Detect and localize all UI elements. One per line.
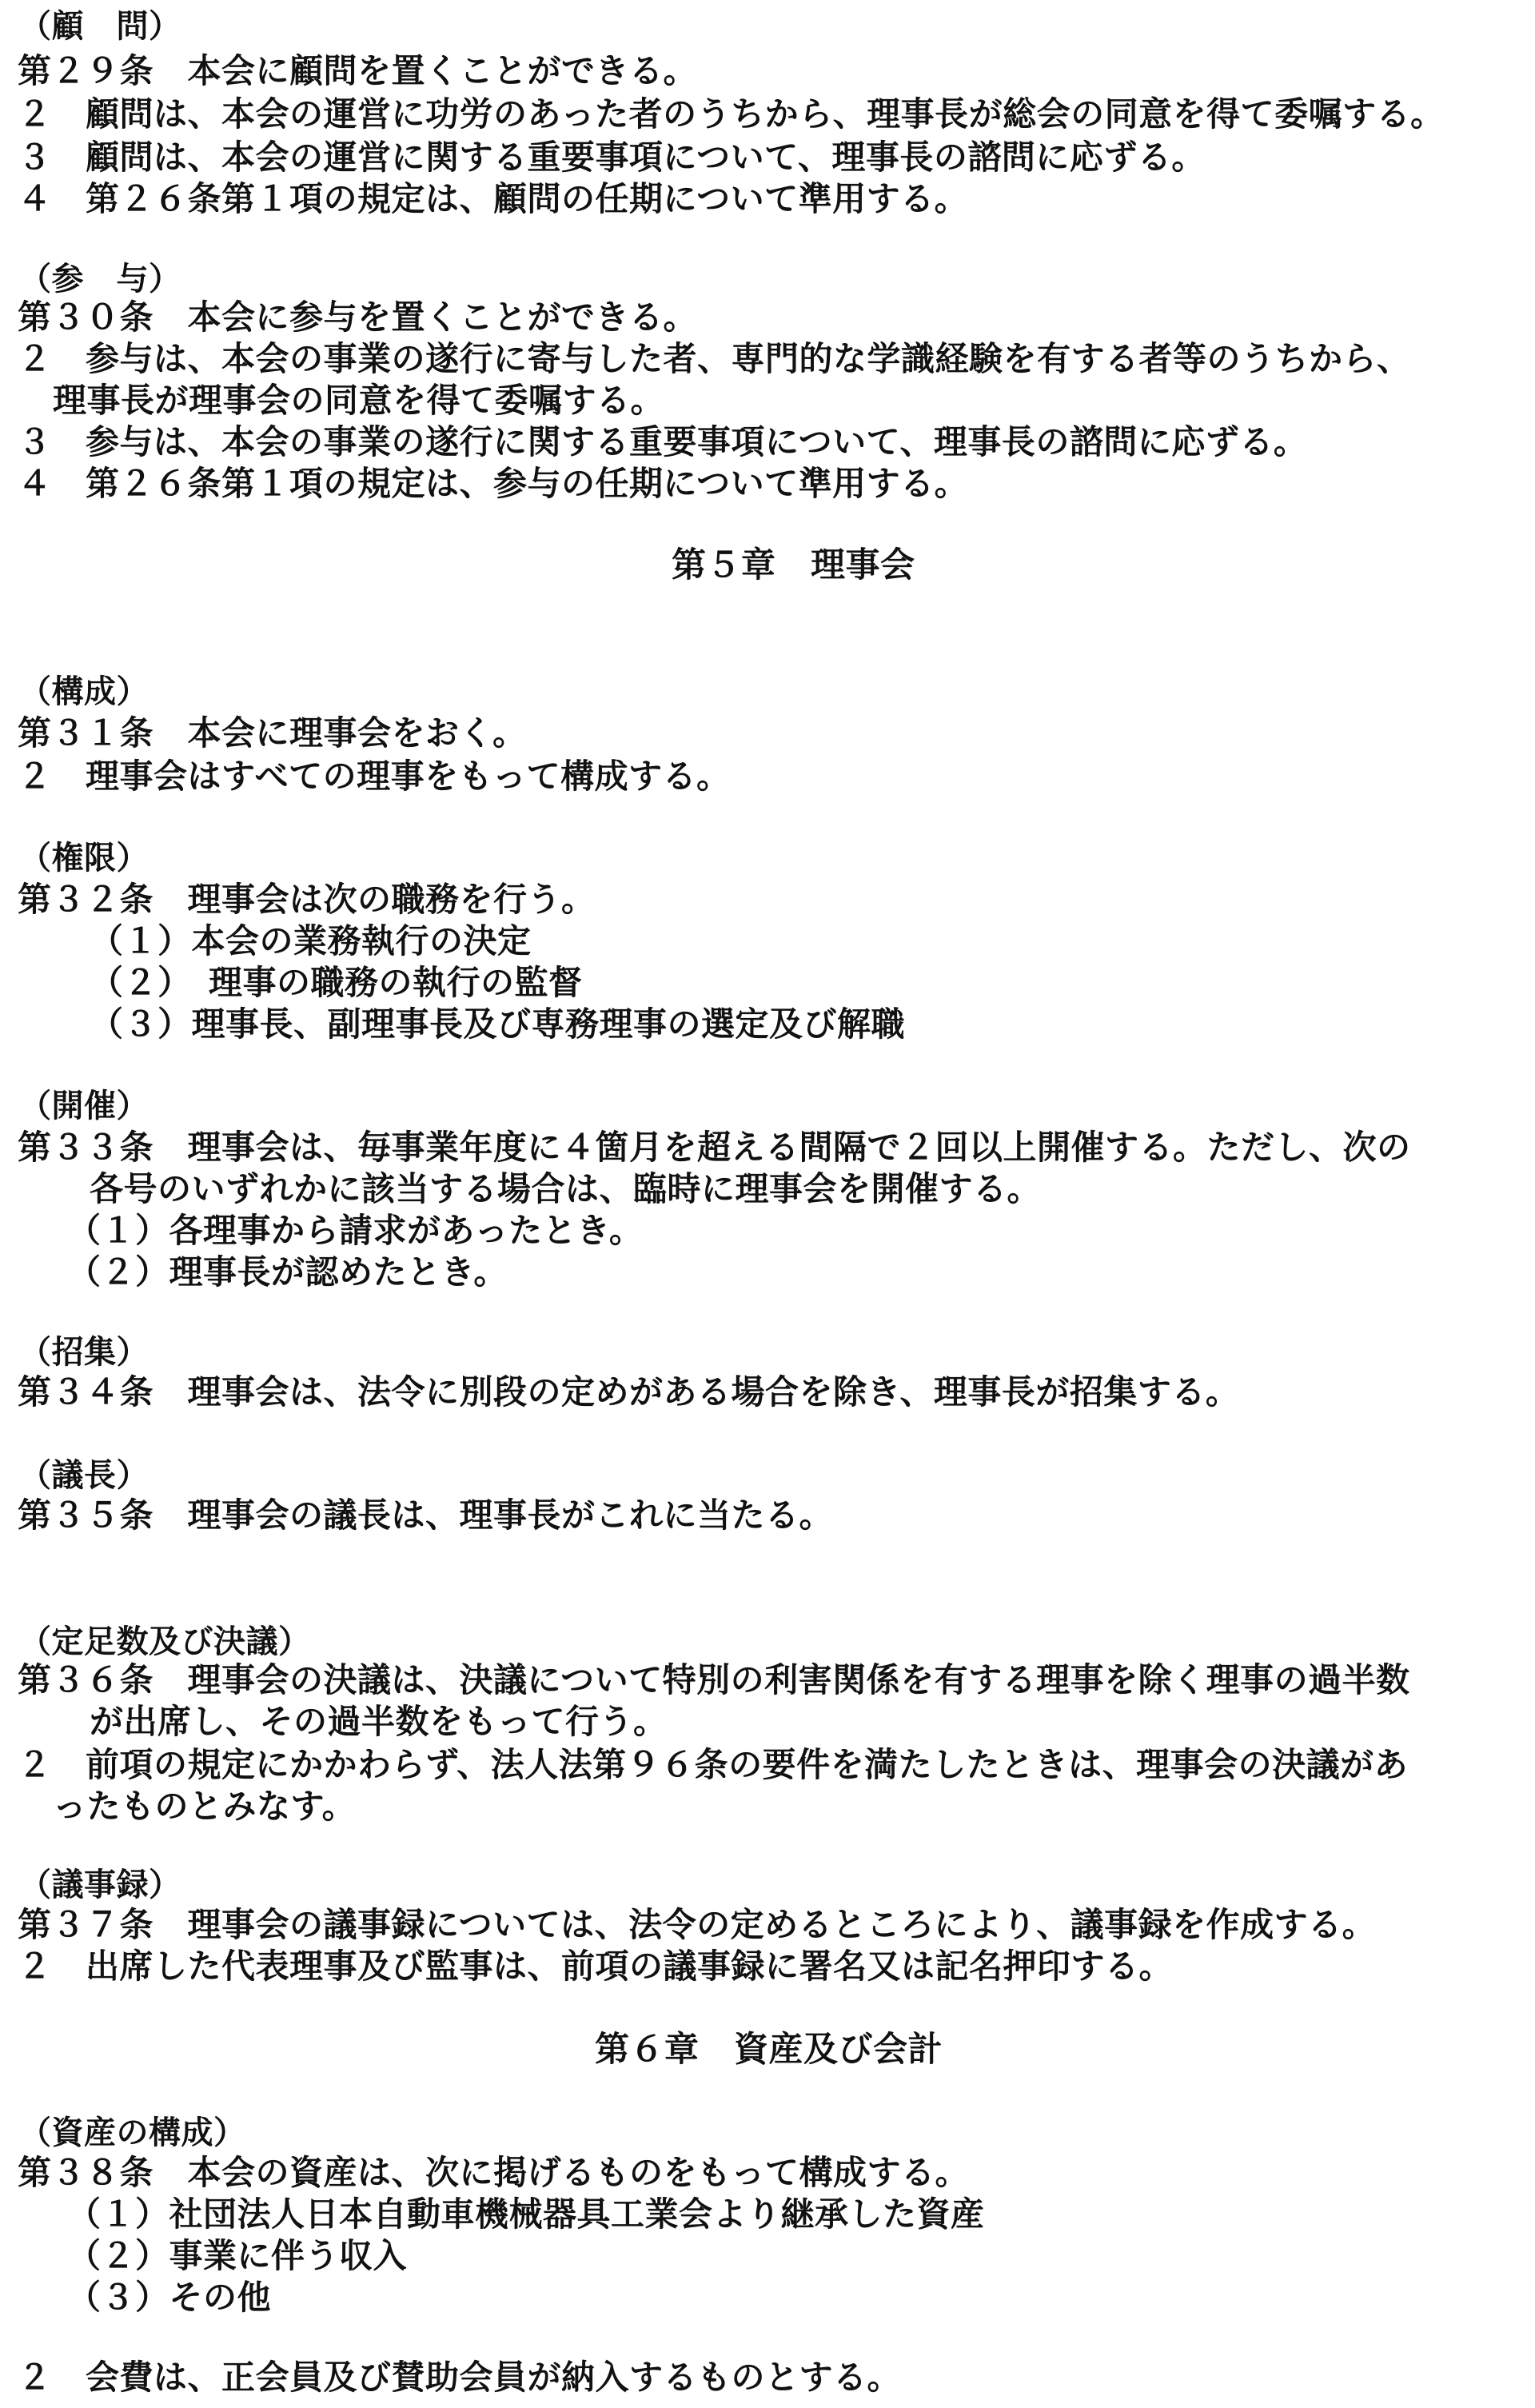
section-heading-composition: （構成）: [19, 673, 149, 710]
article-36-paragraph-2: ２ 前項の規定にかかわらず、法人法第９６条の要件を満たしたときは、理事会の決議があ: [18, 1745, 1409, 1784]
section-heading-authority: （権限）: [19, 840, 149, 877]
article-30: 第３０条 本会に参与を置くことができる。: [18, 298, 698, 337]
article-34: 第３４条 理事会は、法令に別段の定めがある場合を除き、理事長が招集する。: [18, 1372, 1240, 1412]
section-heading-minutes: （議事録）: [19, 1867, 181, 1903]
article-31: 第３１条 本会に理事会をおく。: [18, 713, 527, 753]
article-36: 第３６条 理事会の決議は、決議について特別の利害関係を有する理事を除く理事の過半数: [18, 1660, 1410, 1699]
article-37: 第３７条 理事会の議事録については、法令の定めるところにより、議事録を作成する。: [18, 1905, 1377, 1944]
section-heading-counselor: （参 与）: [19, 261, 181, 298]
article-33-continued: 各号のいずれかに該当する場合は、臨時に理事会を開催する。: [90, 1169, 1042, 1208]
article-36-paragraph-2-continued: ったものとみなす。: [53, 1787, 357, 1826]
article-33: 第３３条 理事会は、毎事業年度に４箇月を超える間隔で２回以上開催する。ただし、次の: [18, 1128, 1411, 1167]
section-heading-advisor: （顧 問）: [19, 8, 181, 45]
article-29-paragraph-4: ４ 第２６条第１項の規定は、顧問の任期について準用する。: [18, 179, 969, 218]
article-38-paragraph-2: ２ 会費は、正会員及び賛助会員が納入するものとする。: [18, 2358, 902, 2397]
article-32-item-2: （２） 理事の職務の執行の監督: [90, 963, 583, 1002]
chapter-5-heading: 第５章 理事会: [672, 545, 915, 585]
article-35: 第３５条 理事会の議長は、理事長がこれに当たる。: [18, 1496, 834, 1535]
article-32: 第３２条 理事会は次の職務を行う。: [18, 880, 596, 919]
article-29-paragraph-2: ２ 顧問は、本会の運営に功労のあった者のうちから、理事長が総会の同意を得て委嘱する。: [18, 94, 1445, 134]
chapter-6-heading: 第６章 資産及び会計: [595, 2030, 943, 2070]
article-30-paragraph-3: ３ 参与は、本会の事業の遂行に関する重要事項について、理事長の諮問に応ずる。: [18, 422, 1308, 461]
article-29: 第２９条 本会に顧問を置くことができる。: [18, 51, 698, 90]
article-36-continued: が出席し、その過半数をもって行う。: [90, 1702, 668, 1741]
article-38-item-1: （１）社団法人日本自動車機械器具工業会より継承した資産: [67, 2194, 985, 2234]
article-30-paragraph-4: ４ 第２６条第１項の規定は、参与の任期について準用する。: [18, 464, 969, 503]
article-38: 第３８条 本会の資産は、次に掲げるものをもって構成する。: [18, 2153, 970, 2192]
article-33-item-1: （１）各理事から請求があったとき。: [67, 1211, 644, 1250]
article-32-item-1: （１）本会の業務執行の決定: [90, 921, 532, 960]
article-33-item-2: （２）理事長が認めたとき。: [67, 1252, 508, 1292]
section-heading-meetings: （開催）: [19, 1088, 149, 1124]
article-29-paragraph-3: ３ 顧問は、本会の運営に関する重要事項について、理事長の諮問に応ずる。: [18, 138, 1206, 177]
article-31-paragraph-2: ２ 理事会はすべての理事をもって構成する。: [18, 757, 731, 796]
section-heading-convocation: （招集）: [19, 1334, 149, 1371]
article-30-paragraph-2-continued: 理事長が理事会の同意を得て委嘱する。: [53, 381, 665, 420]
section-heading-chairperson: （議長）: [19, 1457, 149, 1494]
article-32-item-3: （３）理事長、副理事長及び専務理事の選定及び解職: [90, 1004, 906, 1044]
article-38-item-2: （２）事業に伴う収入: [67, 2236, 408, 2275]
section-heading-quorum-and-resolution: （定足数及び決議）: [19, 1623, 311, 1660]
article-37-paragraph-2: ２ 出席した代表理事及び監事は、前項の議事録に署名又は記名押印する。: [18, 1947, 1174, 1986]
section-heading-asset-composition: （資産の構成）: [19, 2114, 246, 2151]
article-38-item-3: （３）その他: [67, 2278, 272, 2317]
article-30-paragraph-2: ２ 参与は、本会の事業の遂行に寄与した者、専門的な学識経験を有する者等のうちから、: [18, 339, 1411, 378]
